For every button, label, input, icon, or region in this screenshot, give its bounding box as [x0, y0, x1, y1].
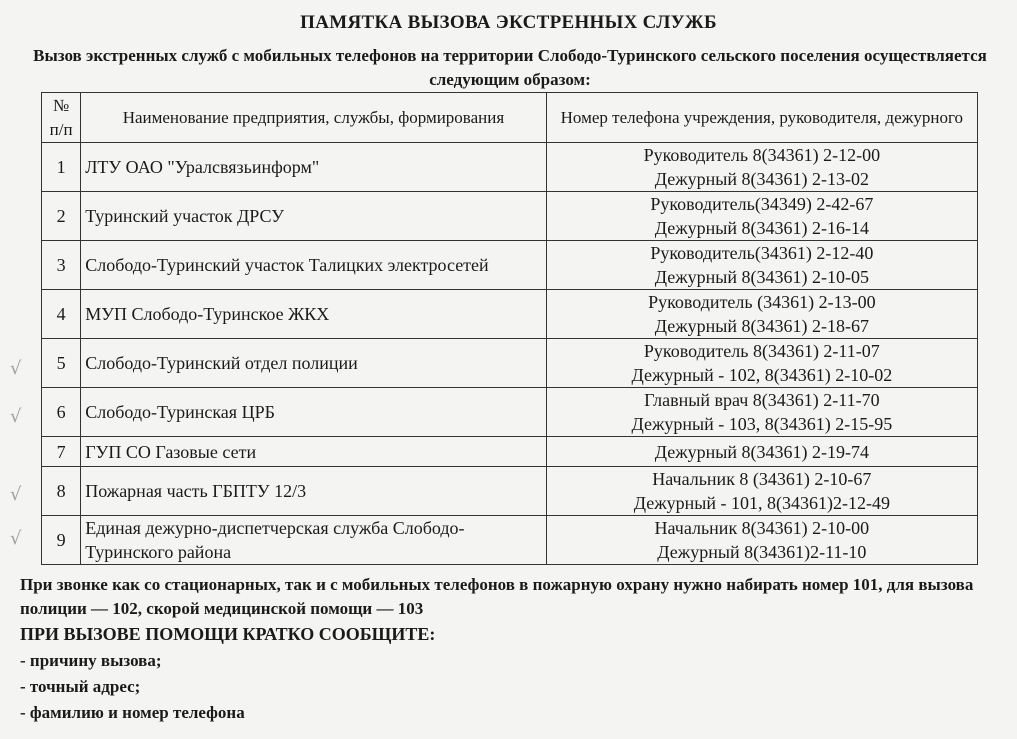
row-phone: [546, 467, 977, 516]
phone-line: Руководитель 8(34361) 2-12-00: [643, 145, 881, 165]
row-phone: [546, 516, 977, 565]
row-name: Слободо-Туринский участок Талицких электросетей: [81, 241, 546, 290]
phone-line: Дежурный 8(34361) 2-19-74: [654, 441, 869, 462]
phone-line: Дежурный 8(34361) 2-13-02: [654, 169, 869, 189]
phone-line: Руководитель (34361) 2-13-00: [648, 292, 876, 312]
row-num: 5: [42, 339, 81, 388]
row-name: Туринский участок ДРСУ: [81, 192, 546, 241]
phone-line: Дежурный 8(34361) 2-18-67: [654, 316, 869, 336]
instructions-heading: ПРИ ВЫЗОВЕ ПОМОЩИ КРАТКО СООБЩИТЕ:: [20, 624, 436, 644]
row-name: МУП Слободо-Туринское ЖКХ: [81, 290, 546, 339]
instructions-list: [20, 648, 245, 726]
check-mark-icon: √: [10, 358, 22, 379]
phone-line: Руководитель 8(34361) 2-11-07: [643, 341, 880, 361]
row-phone: [546, 388, 977, 437]
row-phone: [546, 290, 977, 339]
phone-line: Руководитель(34361) 2-12-40: [650, 243, 874, 263]
row-name: Слободо-Туринский отдел полиции: [81, 339, 546, 388]
check-mark-icon: √: [10, 528, 22, 549]
table-row: [42, 388, 978, 437]
phone-line: Руководитель(34349) 2-42-67: [650, 194, 874, 214]
table-row: [42, 290, 978, 339]
row-num: 7: [42, 437, 81, 467]
table-row: [42, 143, 978, 192]
phone-line: Главный врач 8(34361) 2-11-70: [644, 390, 880, 410]
phone-line: Начальник 8 (34361) 2-10-67: [652, 469, 872, 489]
table-row: [42, 516, 978, 565]
table-row: [42, 241, 978, 290]
header-num: № п/п: [42, 93, 81, 143]
phone-line: Дежурный - 101, 8(34361)2-12-49: [633, 493, 890, 513]
page-title: ПАМЯТКА ВЫЗОВА ЭКСТРЕННЫХ СЛУЖБ: [300, 12, 717, 33]
check-mark-icon: √: [10, 484, 22, 505]
check-mark-icon: √: [10, 406, 22, 427]
row-num: 8: [42, 467, 81, 516]
row-phone: [546, 192, 977, 241]
table-row: [42, 339, 978, 388]
header-name: Наименование предприятия, службы, формирования: [81, 93, 546, 143]
phone-line: Дежурный - 103, 8(34361) 2-15-95: [631, 414, 893, 434]
row-num: 2: [42, 192, 81, 241]
table-row: [42, 192, 978, 241]
phone-line: Дежурный 8(34361) 2-10-05: [654, 267, 869, 287]
row-phone: [546, 143, 977, 192]
row-name: ЛТУ ОАО "Уралсвязьинформ": [81, 143, 546, 192]
header-phone: Номер телефона учреждения, руководителя, дежурного: [546, 93, 977, 143]
row-num: 1: [42, 143, 81, 192]
phone-line: Начальник 8(34361) 2-10-00: [654, 518, 870, 538]
phone-line: Дежурный - 102, 8(34361) 2-10-02: [631, 365, 893, 385]
row-phone: [546, 339, 977, 388]
row-name: ГУП СО Газовые сети: [81, 437, 546, 467]
table-header-row: [42, 93, 978, 143]
list-item: - причину вызова;: [20, 651, 162, 670]
row-num: 6: [42, 388, 81, 437]
table-row: [42, 437, 978, 467]
row-num: 3: [42, 241, 81, 290]
row-phone: [546, 437, 977, 467]
row-phone: [546, 241, 977, 290]
phone-line: Дежурный 8(34361) 2-16-14: [654, 218, 869, 238]
row-num: 9: [42, 516, 81, 565]
services-table: [41, 92, 978, 565]
dialing-notice: При звонке как со стационарных, так и с мобильных телефонов в пожарную охрану нужно набирать номер 101, для вызова полиции — 102, скорой медицинской помощи — 103: [20, 575, 974, 618]
phone-line: Дежурный 8(34361)2-11-10: [657, 542, 867, 562]
list-item: - фамилию и номер телефона: [20, 703, 245, 722]
list-item: - точный адрес;: [20, 677, 141, 696]
row-name: Слободо-Туринская ЦРБ: [81, 388, 546, 437]
table-row: [42, 467, 978, 516]
row-name: Пожарная часть ГБПТУ 12/3: [81, 467, 546, 516]
page-subtitle: Вызов экстренных служб с мобильных телефонов на территории Слободо-Туринского сельского поселения осуществляется следующим образом:: [33, 46, 987, 89]
row-num: 4: [42, 290, 81, 339]
row-name: Единая дежурно-диспетчерская служба Слободо-Туринского района: [81, 516, 546, 565]
